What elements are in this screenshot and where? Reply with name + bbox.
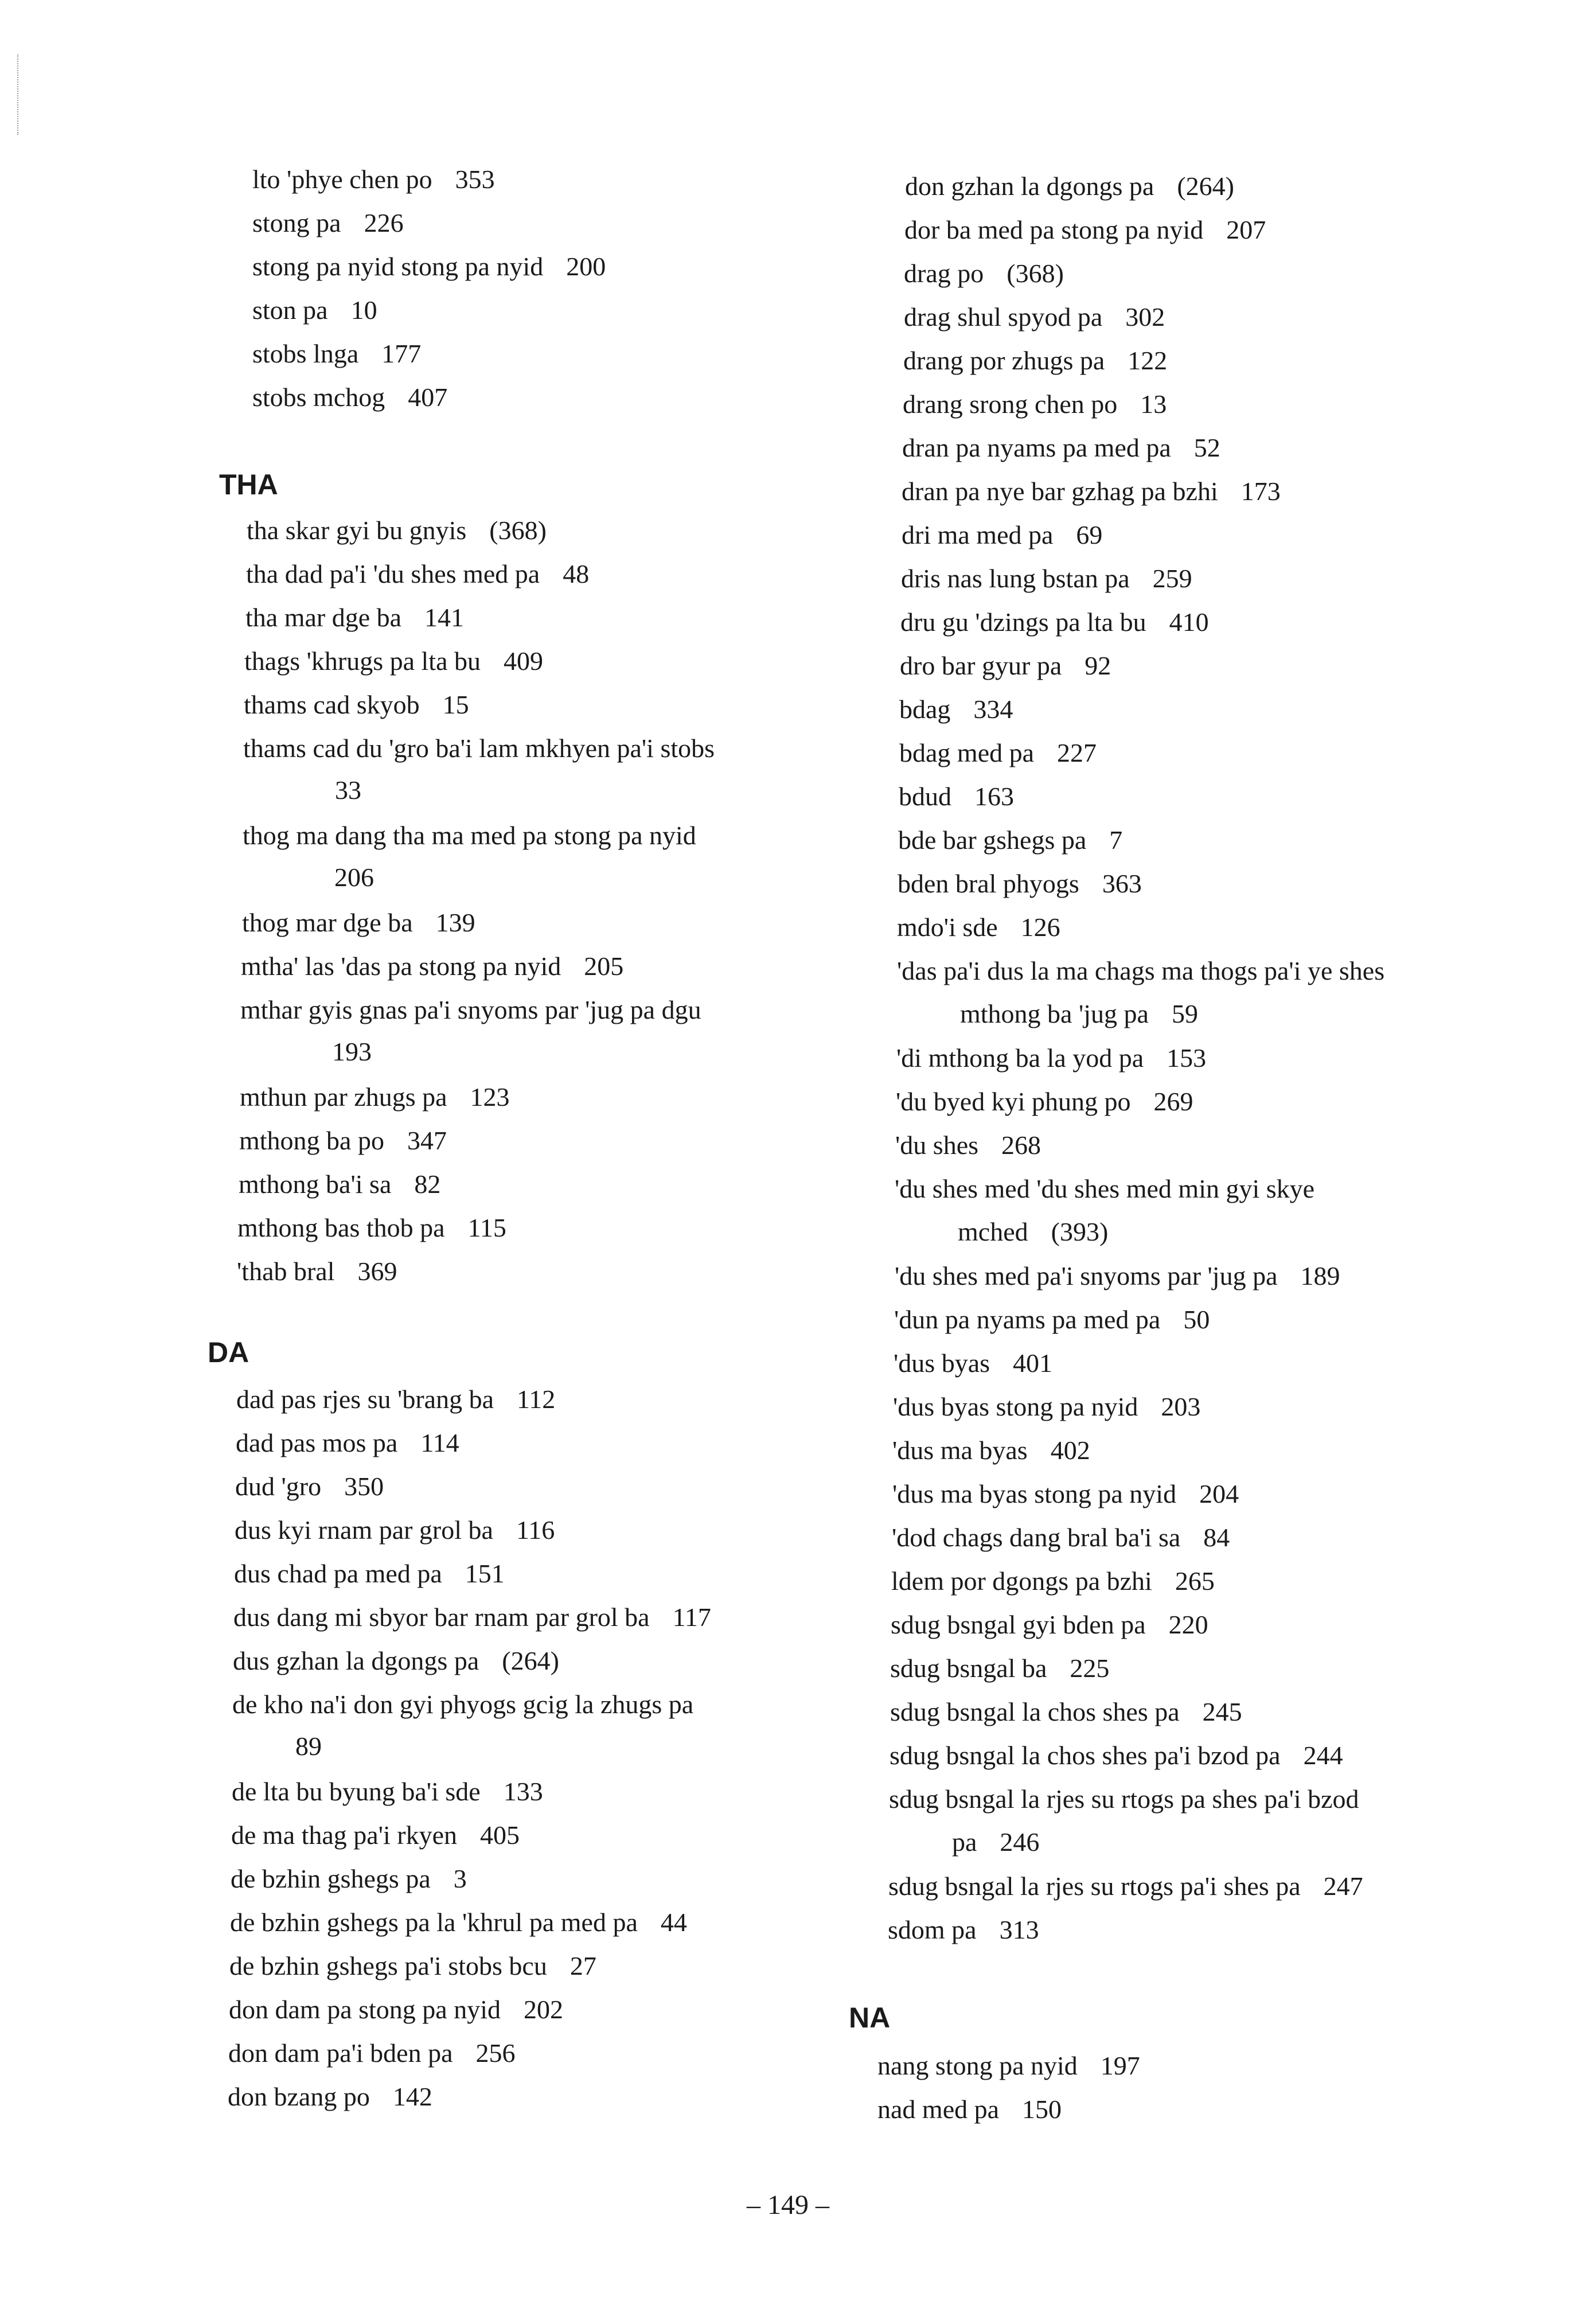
index-entry: [233, 1600, 711, 1635]
index-entry: [897, 910, 1060, 945]
index-entry: [892, 1520, 1230, 1555]
index-entry: [235, 1469, 384, 1504]
index-entry: [233, 1644, 559, 1678]
index-term: drang por zhugs pa: [903, 346, 1105, 375]
index-term: sdug bsngal la rjes su rtogs pa shes pa'i bzod: [889, 1784, 1359, 1814]
index-page-ref: 405: [480, 1820, 520, 1850]
index-page-ref: 151: [465, 1559, 505, 1588]
index-term: bdag: [899, 695, 951, 724]
index-page-ref: 220: [1168, 1610, 1208, 1639]
index-page-ref: 409: [504, 646, 544, 676]
index-term: 'dus ma byas: [892, 1436, 1028, 1465]
index-entry: [903, 387, 1167, 422]
index-page-ref: 269: [1153, 1087, 1193, 1116]
index-term: 'dus byas: [894, 1348, 990, 1378]
index-entry: [231, 1862, 467, 1896]
index-entry: [888, 1869, 1363, 1904]
index-entry: [895, 1259, 1340, 1293]
index-entry: [232, 1775, 543, 1809]
index-page-ref: 193: [332, 1037, 372, 1066]
index-entry: [236, 1426, 459, 1460]
index-page-ref: 173: [1240, 477, 1281, 506]
index-entry: [242, 906, 475, 940]
index-page-ref: 7: [1109, 825, 1123, 855]
index-entry: [893, 1390, 1200, 1424]
index-term: 'dus byas stong pa nyid: [893, 1392, 1138, 1421]
index-term: thams cad du 'gro ba'i lam mkhyen pa'i stobs: [243, 734, 715, 763]
index-entry: [234, 1557, 505, 1591]
index-entry: [241, 949, 623, 984]
index-page-ref: 205: [584, 952, 624, 981]
index-entry: [890, 1738, 1343, 1773]
index-term: stong pa nyid stong pa nyid: [252, 252, 544, 281]
index-page-ref: 369: [357, 1257, 397, 1286]
index-entry: [904, 256, 1064, 291]
index-entry: [252, 162, 495, 197]
index-entry: [898, 823, 1122, 857]
index-term: bden bral phyogs: [898, 869, 1079, 898]
index-entry: [890, 1651, 1109, 1686]
index-page-ref: 410: [1169, 607, 1209, 637]
index-entry-continuation: [958, 1215, 1108, 1249]
index-page-ref: 92: [1085, 651, 1111, 680]
index-entry: [252, 380, 447, 415]
index-entry: [244, 644, 543, 679]
index-entry: [903, 344, 1167, 378]
index-page-ref: 133: [503, 1777, 543, 1806]
index-entry: [231, 1818, 520, 1853]
index-entry: [894, 1303, 1210, 1337]
index-page-ref: 50: [1183, 1305, 1210, 1334]
index-entry: [243, 818, 696, 853]
index-term: thags 'khrugs pa lta bu: [244, 646, 481, 676]
index-page-ref: 89: [295, 1732, 322, 1761]
index-page-ref: 256: [475, 2038, 516, 2068]
index-entry: [896, 1041, 1206, 1075]
index-term: sdug bsngal gyi bden pa: [891, 1610, 1146, 1639]
index-page-ref: 363: [1102, 869, 1142, 898]
page-number: – 149 –: [747, 2190, 829, 2220]
index-entry: [237, 1211, 506, 1245]
index-page-ref: 207: [1226, 215, 1266, 244]
index-entry: [236, 1382, 555, 1417]
index-page-ref: 3: [453, 1864, 467, 1893]
index-term: 'du byed kyi phung po: [896, 1087, 1131, 1116]
index-entry: [877, 2049, 1140, 2083]
index-page-ref: 139: [435, 908, 475, 937]
index-term: bdag med pa: [899, 738, 1035, 767]
index-page-ref: 246: [1000, 1827, 1040, 1857]
index-page-ref: 82: [414, 1169, 441, 1199]
index-entry: [247, 513, 547, 548]
index-term: don bzang po: [228, 2082, 370, 2111]
index-entry: [902, 431, 1220, 465]
index-entry: [902, 518, 1102, 552]
index-entry: [228, 2036, 516, 2070]
index-page-ref-line: [295, 1729, 322, 1764]
index-page-ref: 33: [335, 775, 361, 805]
index-entry: [240, 1080, 510, 1114]
index-term: mthun par zhugs pa: [240, 1082, 447, 1112]
index-page-ref: 142: [392, 2082, 432, 2111]
index-page-ref: 84: [1203, 1523, 1230, 1552]
index-term: 'dus ma byas stong pa nyid: [892, 1479, 1177, 1508]
index-page-ref: 206: [334, 863, 374, 892]
index-page-ref: 126: [1020, 913, 1060, 942]
index-page-ref: 116: [516, 1515, 555, 1545]
index-page-ref: 122: [1128, 346, 1168, 375]
index-term: mthong ba po: [239, 1126, 384, 1155]
index-term: tha mar dge ba: [245, 603, 402, 632]
index-page-ref: 227: [1057, 738, 1097, 767]
index-term: mthong bas thob pa: [237, 1213, 445, 1242]
index-page-ref: 69: [1076, 520, 1103, 549]
index-entry: [244, 688, 469, 722]
index-term: dus dang mi sbyor bar rnam par grol ba: [233, 1602, 650, 1632]
index-entry: [901, 561, 1192, 596]
index-term: thog ma dang tha ma med pa stong pa nyid: [243, 821, 696, 850]
index-entry: [252, 293, 377, 327]
index-entry: [891, 1564, 1215, 1598]
index-term: dud 'gro: [235, 1472, 322, 1501]
index-term: don gzhan la dgongs pa: [905, 171, 1154, 201]
index-page-ref: 268: [1001, 1130, 1041, 1160]
index-entry: [894, 1346, 1052, 1381]
index-term: thog mar dge ba: [242, 908, 413, 937]
index-term: drag po: [904, 259, 984, 288]
index-entry: [243, 731, 715, 766]
index-page-ref: 48: [563, 559, 590, 588]
index-entry: [900, 605, 1209, 640]
index-entry: [905, 169, 1234, 204]
index-page-ref: 265: [1175, 1566, 1215, 1596]
index-page-ref: 200: [566, 252, 606, 281]
index-entry: [904, 300, 1165, 334]
index-entry: [899, 692, 1013, 727]
index-term: drag shul spyod pa: [904, 302, 1103, 332]
index-term: mtha' las 'das pa stong pa nyid: [241, 952, 561, 981]
index-term: de kho na'i don gyi phyogs gcig la zhugs pa: [232, 1690, 694, 1719]
index-entry: [240, 993, 701, 1027]
index-entry: [245, 601, 464, 635]
index-page-ref: 407: [408, 383, 448, 412]
margin-mark: [17, 54, 19, 135]
index-page-ref: 245: [1202, 1697, 1242, 1726]
index-entry: [898, 867, 1142, 901]
index-entry: [229, 1949, 596, 1983]
index-term-continuation: mthong ba 'jug pa: [960, 999, 1149, 1028]
index-page-ref: 202: [524, 1995, 563, 2024]
index-page-ref: 123: [470, 1082, 510, 1112]
index-term: de bzhin gshegs pa la 'khrul pa med pa: [230, 1908, 638, 1937]
index-page-ref: 225: [1070, 1654, 1110, 1683]
index-term: dus gzhan la dgongs pa: [233, 1646, 479, 1675]
index-term: stong pa: [252, 208, 341, 237]
index-page-ref: (393): [1051, 1217, 1109, 1246]
index-entry: [891, 1608, 1208, 1642]
index-page-ref: 44: [660, 1908, 687, 1937]
index-term: ldem por dgongs pa bzhi: [891, 1566, 1152, 1596]
index-term: lto 'phye chen po: [252, 165, 432, 194]
index-entry: [895, 1128, 1041, 1163]
index-term: nang stong pa nyid: [877, 2051, 1078, 2080]
index-entry: [889, 1782, 1359, 1816]
index-term: dus chad pa med pa: [234, 1559, 442, 1588]
index-page-ref: 13: [1140, 389, 1167, 419]
index-term: 'dun pa nyams pa med pa: [894, 1305, 1161, 1334]
index-page-ref: 203: [1161, 1392, 1201, 1421]
index-page-ref: 189: [1300, 1261, 1340, 1290]
index-page-ref: 204: [1199, 1479, 1239, 1508]
index-term: dris nas lung bstan pa: [901, 564, 1130, 593]
index-term: dad pas rjes su 'brang ba: [236, 1385, 494, 1414]
index-term: sdug bsngal la rjes su rtogs pa'i shes pa: [888, 1871, 1301, 1901]
index-term: 'du shes med pa'i snyoms par 'jug pa: [895, 1261, 1278, 1290]
index-term: nad med pa: [877, 2095, 1000, 2124]
index-term: tha skar gyi bu gnyis: [247, 516, 467, 545]
section-heading: NA: [849, 2002, 891, 2034]
index-term: 'di mthong ba la yod pa: [896, 1043, 1144, 1073]
index-page-ref: 177: [381, 339, 422, 368]
index-page-ref: 114: [420, 1428, 459, 1457]
index-term: don dam pa'i bden pa: [228, 2038, 453, 2068]
index-entry: [230, 1905, 687, 1940]
index-page-ref: 59: [1171, 999, 1198, 1028]
index-entry: [252, 249, 606, 284]
index-term: mdo'i sde: [897, 913, 998, 942]
index-entry: [899, 779, 1014, 814]
index-entry: [892, 1433, 1090, 1468]
index-page-ref: 334: [973, 695, 1013, 724]
index-term: sdug bsngal ba: [890, 1654, 1047, 1683]
index-term: 'dod chags dang bral ba'i sa: [892, 1523, 1181, 1552]
index-term: sdug bsngal la chos shes pa: [890, 1697, 1180, 1726]
index-entry: [252, 337, 421, 371]
index-page-ref: (264): [502, 1646, 559, 1675]
section-heading: THA: [219, 469, 278, 501]
index-page-ref: 302: [1125, 302, 1165, 332]
index-term-continuation: pa: [952, 1827, 977, 1857]
index-page-ref: 27: [569, 1951, 596, 1980]
index-term: stobs lnga: [252, 339, 359, 368]
index-term-continuation: mched: [958, 1217, 1028, 1246]
index-entry: [890, 1695, 1242, 1729]
index-entry: [904, 213, 1266, 247]
index-page-ref: 10: [350, 295, 377, 325]
index-term: dran pa nye bar gzhag pa bzhi: [902, 477, 1218, 506]
index-entry: [888, 1913, 1039, 1947]
index-term: tha dad pa'i 'du shes med pa: [246, 559, 540, 588]
index-page-ref: 197: [1100, 2051, 1140, 2080]
index-page-ref: 244: [1303, 1741, 1343, 1770]
index-entry: [246, 557, 589, 591]
index-entry-continuation: [952, 1825, 1039, 1859]
index-page-ref-line: [334, 860, 374, 895]
index-term: stobs mchog: [252, 383, 385, 412]
index-term: drang srong chen po: [903, 389, 1118, 419]
index-page-ref: 347: [407, 1126, 447, 1155]
index-entry-continuation: [960, 997, 1198, 1031]
index-term: ston pa: [252, 295, 328, 325]
index-entry: [237, 1254, 397, 1289]
index-page-ref: 15: [442, 690, 469, 719]
index-page-ref: 353: [455, 165, 495, 194]
index-term: mthar gyis gnas pa'i snyoms par 'jug pa dgu: [240, 995, 701, 1024]
index-term: dus kyi rnam par grol ba: [235, 1515, 493, 1545]
index-term: bdud: [899, 782, 951, 811]
index-page-ref: 163: [974, 782, 1014, 811]
index-page-ref: 401: [1013, 1348, 1053, 1378]
index-entry: [899, 736, 1097, 770]
index-page-ref: 259: [1152, 564, 1192, 593]
index-entry: [902, 474, 1281, 509]
index-entry: [895, 1172, 1314, 1206]
index-entry: [892, 1477, 1239, 1511]
index-page-ref: 112: [517, 1385, 556, 1414]
index-page-ref: 350: [344, 1472, 384, 1501]
index-page-ref: (368): [489, 516, 547, 545]
index-page-ref: 313: [999, 1915, 1039, 1944]
index-page-ref: 141: [424, 603, 465, 632]
index-term: don dam pa stong pa nyid: [229, 1995, 501, 2024]
index-term: mthong ba'i sa: [239, 1169, 392, 1199]
index-term: de lta bu byung ba'i sde: [232, 1777, 481, 1806]
section-heading: DA: [208, 1336, 249, 1368]
index-page-ref: 117: [672, 1602, 711, 1632]
index-entry: [252, 206, 404, 240]
index-page-ref: 52: [1193, 433, 1220, 462]
index-term: dri ma med pa: [902, 520, 1054, 549]
index-term: thams cad skyob: [244, 690, 420, 719]
index-page-ref: 115: [467, 1213, 506, 1242]
index-page-ref-line: [335, 773, 361, 808]
index-entry: [897, 954, 1384, 988]
index-term: dro bar gyur pa: [900, 651, 1062, 680]
index-page-ref: 226: [364, 208, 404, 237]
index-term: sdom pa: [888, 1915, 977, 1944]
index-entry: [232, 1687, 693, 1722]
index-entry: [229, 1992, 563, 2027]
index-term: dad pas mos pa: [236, 1428, 398, 1457]
index-entry: [896, 1085, 1193, 1119]
index-term: dran pa nyams pa med pa: [902, 433, 1171, 462]
index-term: bde bar gshegs pa: [898, 825, 1087, 855]
index-page-ref-line: [332, 1035, 372, 1069]
index-term: de ma thag pa'i rkyen: [231, 1820, 458, 1850]
index-entry: [228, 2080, 432, 2114]
index-page-ref: 402: [1050, 1436, 1090, 1465]
index-page-ref: 153: [1167, 1043, 1207, 1073]
index-page-ref: 150: [1022, 2095, 1062, 2124]
index-term: de bzhin gshegs pa: [231, 1864, 431, 1893]
index-entry: [239, 1167, 440, 1202]
index-term: 'du shes: [895, 1130, 979, 1160]
index-entry: [239, 1124, 447, 1158]
index-page-ref: (264): [1177, 171, 1234, 201]
index-page-ref: (368): [1007, 259, 1064, 288]
index-term: dor ba med pa stong pa nyid: [904, 215, 1204, 244]
index-term: 'das pa'i dus la ma chags ma thogs pa'i ye shes: [897, 956, 1385, 985]
index-term: dru gu 'dzings pa lta bu: [900, 607, 1146, 637]
index-entry: [235, 1513, 555, 1547]
index-term: de bzhin gshegs pa'i stobs bcu: [229, 1951, 547, 1980]
index-term: sdug bsngal la chos shes pa'i bzod pa: [890, 1741, 1281, 1770]
index-page-ref: 247: [1323, 1871, 1363, 1901]
index-entry: [900, 649, 1111, 683]
index-term: 'thab bral: [237, 1257, 335, 1286]
index-entry: [877, 2092, 1062, 2127]
index-term: 'du shes med 'du shes med min gyi skye: [895, 1174, 1315, 1203]
